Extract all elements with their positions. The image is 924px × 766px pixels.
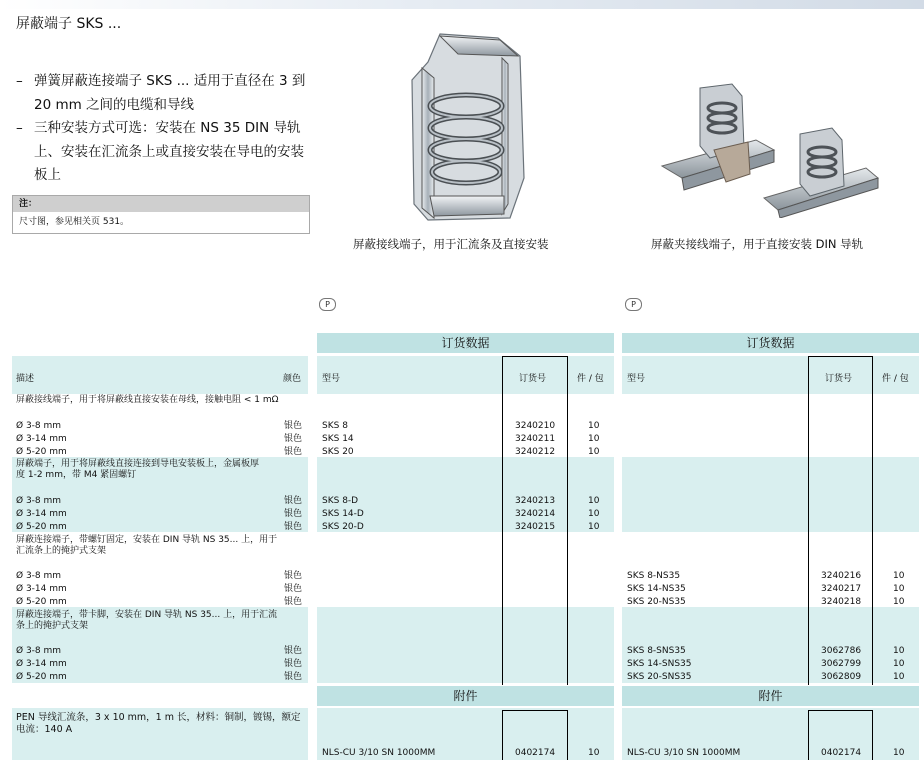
col-color-header: 颜色 — [283, 374, 302, 384]
row-diameter: Ø 3-14 mm — [16, 659, 67, 669]
row-model: SKS 8-D — [322, 496, 359, 506]
row-pack: 10 — [893, 646, 905, 656]
row-color: 银色 — [284, 447, 303, 457]
row-order-no: 3240218 — [821, 597, 862, 607]
right-order-header: 订货数据 — [622, 333, 919, 353]
col-pack-header: 件 / 包 — [882, 374, 909, 384]
group-band — [317, 607, 614, 683]
left-accessory-header: 附件 — [317, 686, 614, 706]
p-mark-icon: P — [625, 298, 642, 311]
order-col-line — [872, 356, 873, 685]
row-color: 银色 — [284, 659, 303, 669]
left-image-caption: 屏蔽接线端子，用于汇流条及直接安装 — [353, 237, 549, 251]
row-pack: 10 — [893, 659, 905, 669]
row-pack: 10 — [893, 597, 905, 607]
header-band-desc — [12, 356, 308, 394]
row-model: SKS 14 — [322, 434, 354, 444]
order-col-line — [872, 710, 873, 760]
note-box — [12, 195, 310, 234]
row-diameter: Ø 5-20 mm — [16, 672, 67, 682]
row-color: 银色 — [284, 597, 303, 607]
accessory-model: NLS-CU 3/10 SN 1000MM — [627, 748, 741, 758]
group-description: 屏蔽连接端子，带螺钉固定，安装在 DIN 导轨 NS 35... 上，用于汇流条上的掩护式支架 — [16, 535, 278, 556]
order-col-top — [808, 356, 873, 357]
header-band-right — [622, 356, 919, 394]
row-model: SKS 8 — [322, 421, 348, 431]
right-accessory-header: 附件 — [622, 686, 919, 706]
group-band — [622, 457, 919, 532]
page-title: 屏蔽端子 SKS ... — [16, 16, 122, 32]
row-color: 银色 — [284, 646, 303, 656]
row-pack: 10 — [893, 672, 905, 682]
row-pack: 10 — [893, 584, 905, 594]
group-description: 屏蔽端子，用于将屏蔽线直接连接到导电安装板上，金属板厚度 1-2 mm，带 M4 紧固螺钉 — [16, 459, 260, 480]
order-col-line — [502, 356, 503, 685]
row-order-no: 3240213 — [515, 496, 556, 506]
row-diameter: Ø 3-14 mm — [16, 434, 67, 444]
row-order-no: 3240211 — [515, 434, 556, 444]
row-color: 银色 — [284, 509, 303, 519]
order-col-line — [567, 710, 568, 760]
note-text: 尺寸图，参见相关页 531。 — [19, 217, 130, 227]
row-diameter: Ø 3-8 mm — [16, 496, 62, 506]
accessory-order-no: 0402174 — [515, 748, 556, 758]
order-col-line — [808, 710, 809, 760]
top-gradient-bar — [0, 0, 924, 9]
row-model: SKS 8-SNS35 — [627, 646, 686, 656]
header-band-left — [317, 356, 614, 394]
row-color: 银色 — [284, 571, 303, 581]
accessory-order-no: 0402174 — [821, 748, 862, 758]
row-model: SKS 14-SNS35 — [627, 659, 692, 669]
din-rail-clamp-image — [660, 78, 880, 218]
row-pack: 10 — [588, 447, 600, 457]
row-pack: 10 — [588, 522, 600, 532]
feature-item: – 弹簧屏蔽连接端子 SKS ... 适用于直径在 3 到 20 mm 之间的电缆和导线 — [16, 70, 308, 117]
row-diameter: Ø 5-20 mm — [16, 597, 67, 607]
note-heading: 注： — [13, 196, 309, 212]
col-desc-header: 描述 — [16, 374, 35, 384]
row-color: 银色 — [284, 584, 303, 594]
order-col-top — [808, 710, 873, 711]
left-order-header: 订货数据 — [317, 333, 614, 353]
row-pack: 10 — [588, 434, 600, 444]
row-pack: 10 — [588, 496, 600, 506]
order-col-line — [808, 356, 809, 685]
row-model: SKS 20 — [322, 447, 354, 457]
accessory-pack: 10 — [893, 748, 905, 758]
col-pack-header: 件 / 包 — [577, 374, 604, 384]
order-col-line — [567, 356, 568, 685]
row-order-no: 3062786 — [821, 646, 862, 656]
row-color: 银色 — [284, 434, 303, 444]
row-color: 银色 — [284, 421, 303, 431]
shield-clamp-image — [400, 28, 530, 224]
row-order-no: 3240214 — [515, 509, 556, 519]
row-diameter: Ø 5-20 mm — [16, 447, 67, 457]
row-order-no: 3240217 — [821, 584, 862, 594]
col-order-header: 订货号 — [825, 374, 853, 384]
col-model-header: 型号 — [322, 374, 341, 384]
row-order-no: 3240210 — [515, 421, 556, 431]
accessory-model: NLS-CU 3/10 SN 1000MM — [322, 748, 436, 758]
row-order-no: 3240215 — [515, 522, 556, 532]
accessory-description: PEN 导线汇流条，3 x 10 mm，1 m 长，材料：铜制，镀锡，额定电流：140 A — [16, 712, 301, 735]
order-col-top — [502, 356, 568, 357]
right-image-caption: 屏蔽夹接线端子，用于直接安装 DIN 导轨 — [651, 237, 864, 251]
row-diameter: Ø 3-8 mm — [16, 646, 62, 656]
row-color: 银色 — [284, 496, 303, 506]
order-col-top — [502, 710, 568, 711]
row-model: SKS 20-NS35 — [627, 597, 686, 607]
row-model: SKS 8-NS35 — [627, 571, 681, 581]
order-col-line — [502, 710, 503, 760]
row-order-no: 3240212 — [515, 447, 556, 457]
row-model: SKS 14-D — [322, 509, 364, 519]
row-pack: 10 — [588, 421, 600, 431]
row-diameter: Ø 3-8 mm — [16, 421, 62, 431]
row-order-no: 3240216 — [821, 571, 862, 581]
row-color: 银色 — [284, 672, 303, 682]
group-description: 屏蔽连接端子，带卡脚，安装在 DIN 导轨 NS 35... 上，用于汇流条上的掩护式支架 — [16, 610, 278, 631]
feature-item: – 三种安装方式可选：安装在 NS 35 DIN 导轨上、安装在汇流条上或直接安装在导电的安装板上 — [16, 117, 308, 188]
row-diameter: Ø 5-20 mm — [16, 522, 67, 532]
accessory-pack: 10 — [588, 748, 600, 758]
row-pack: 10 — [893, 571, 905, 581]
row-diameter: Ø 3-14 mm — [16, 509, 67, 519]
row-pack: 10 — [588, 509, 600, 519]
row-model: SKS 20-D — [322, 522, 364, 532]
col-order-header: 订货号 — [519, 374, 547, 384]
row-order-no: 3062799 — [821, 659, 862, 669]
row-model: SKS 20-SNS35 — [627, 672, 692, 682]
row-diameter: Ø 3-14 mm — [16, 584, 67, 594]
col-model-header: 型号 — [627, 374, 646, 384]
row-order-no: 3062809 — [821, 672, 862, 682]
row-model: SKS 14-NS35 — [627, 584, 686, 594]
row-diameter: Ø 3-8 mm — [16, 571, 62, 581]
group-description: 屏蔽接线端子，用于将屏蔽线直接安装在母线，接触电阻 < 1 mΩ — [16, 395, 279, 405]
row-color: 银色 — [284, 522, 303, 532]
p-mark-icon: P — [319, 298, 336, 311]
feature-list — [16, 70, 308, 188]
